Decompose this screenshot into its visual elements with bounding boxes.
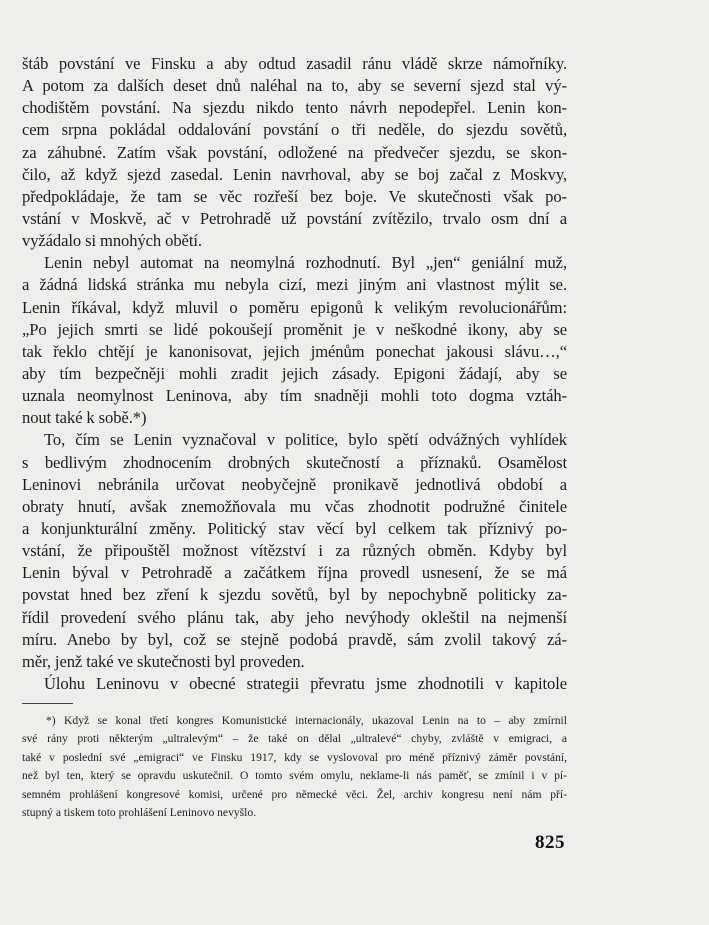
text-line: štáb povstání ve Finsku a aby odtud zasadil ránu vládě skrze námořníky. (22, 54, 567, 73)
text-line: A potom za dalších deset dnů naléhal na to, aby se severní sjezd stal vý- (22, 76, 567, 96)
text-line: čilo, až když sjezd zasedal. Lenin navrhoval, aby se boj začal z Moskvy, (22, 164, 567, 184)
body-text (22, 53, 567, 695)
footnote-divider (22, 703, 73, 704)
text-line: za záhubné. Zatím však povstání, odložené na předvečer sjezdu, se skon- (22, 142, 567, 162)
paragraph-1 (22, 53, 567, 252)
footnote-line: své rány proti některým „ultralevým“ – že také on dělal „ultralevé“ chyby, zvláště v emigraci, a (22, 732, 567, 746)
paragraph-4 (22, 673, 567, 695)
text-line: Lenin říkával, když mluvil o poměru epigonů k velikým revolucionářům: (22, 297, 567, 317)
text-line: Lenin nebyl automat na neomylná rozhodnutí. Byl „jen“ geniální muž, (44, 253, 567, 273)
footnote-line: také v poslední své „emigraci“ ve Finsku 1917, kdy se vyslovoval pro méně příznivý záměr povstání, (22, 750, 567, 764)
text-line: aby tím bezpečněji mohli zradit jejich zásady. Epigoni žádají, aby se (22, 363, 567, 383)
text-line: Úlohu Leninovu v obecné strategii převratu jsme zhodnotili v kapitole (44, 673, 567, 693)
footnote-line: než byl ten, který se opravdu uskutečnil. O tomto svém omylu, neklame-li nás paměť, se zmínil i v pí- (22, 769, 567, 783)
text-line: „Po jejich smrti se lidé pokoušejí proměnit je v neškodné ikony, aby se (22, 319, 567, 339)
text-line: To, čím se Lenin vyznačoval v politice, bylo spětí odvážných vyhlídek (44, 430, 567, 450)
page-number: 825 (535, 832, 565, 853)
text-line: a konjunkturální změny. Politický stav věcí byl celkem tak příznivý po- (22, 518, 567, 538)
text-line: řídil provedení svého plánu tak, aby jeho nevýhody okleštil na nejmenší (22, 607, 567, 627)
footnote-line: semném prohlášení kongresové komisi, určené pro německé věci. Žel, archiv kongresu není nám pří- (22, 787, 567, 801)
text-line: uznala neomylnost Leninova, aby tím snadněji mohli toto dogma vztáh- (22, 386, 567, 406)
text-line: vstání v Moskvě, ač v Petrohradě už povstání zvítězilo, trvalo osm dní a (22, 208, 567, 228)
footnote-line: *) Když se konal třetí kongres Komunistické internacionály, ukazoval Lenin na to – aby zmírnil (46, 714, 567, 727)
text-line: s bedlivým zhodnocením drobných skutečností a příznaků. Osamělost (22, 452, 567, 472)
footnote-line: stupný a tiskem toto prohlášení Leninovo nevyšlo. (22, 805, 257, 819)
text-line: cem srpna pokládal oddalování povstání o tři neděle, do sjezdu sovětů, (22, 120, 567, 140)
text-line: obraty hnutí, avšak znemožňovala mu včas zhodnotit podružné činitele (22, 496, 567, 516)
text-line: chodištěm povstání. Na sjezdu nikdo tento návrh nepodepřel. Lenin kon- (22, 98, 567, 118)
text-line: a žádná lidská stránka mu nebyla cizí, mezi jiným ani vlastnost mýlit se. (22, 275, 567, 295)
text-line: míru. Anebo by byl, což se stejně podobá pravdě, sám zvolil takový zá- (22, 629, 567, 649)
text-line: předpokládaje, že tam se věc rozřeší bez boje. Ve skutečnosti však po- (22, 186, 567, 206)
text-line: povstat hned bez zření k sjezdu sovětů, byl by nepochybně politicky za- (22, 585, 567, 605)
paragraph-3 (22, 429, 567, 673)
paragraph-2 (22, 252, 567, 429)
text-line: vstání, že připouštěl možnost vítězství i za různých obměn. Kdyby byl (22, 541, 567, 561)
text-line: nout také k sobě.*) (22, 408, 147, 428)
text-line: vyžádalo si mnohých obětí. (22, 231, 202, 251)
text-line: měr, jenž také ve skutečnosti byl proveden. (22, 651, 305, 671)
footnote (22, 712, 567, 822)
text-line: tak řeklo chtějí je kanonisovat, jejich jménům ponechat jakousi slávu…,“ (22, 341, 567, 361)
text-line: Leninovi nebránila určovat neobyčejně pronikavě jednotlivá období a (22, 474, 567, 494)
text-line: Lenin býval v Petrohradě a začátkem října provedl usnesení, že se má (22, 563, 567, 583)
